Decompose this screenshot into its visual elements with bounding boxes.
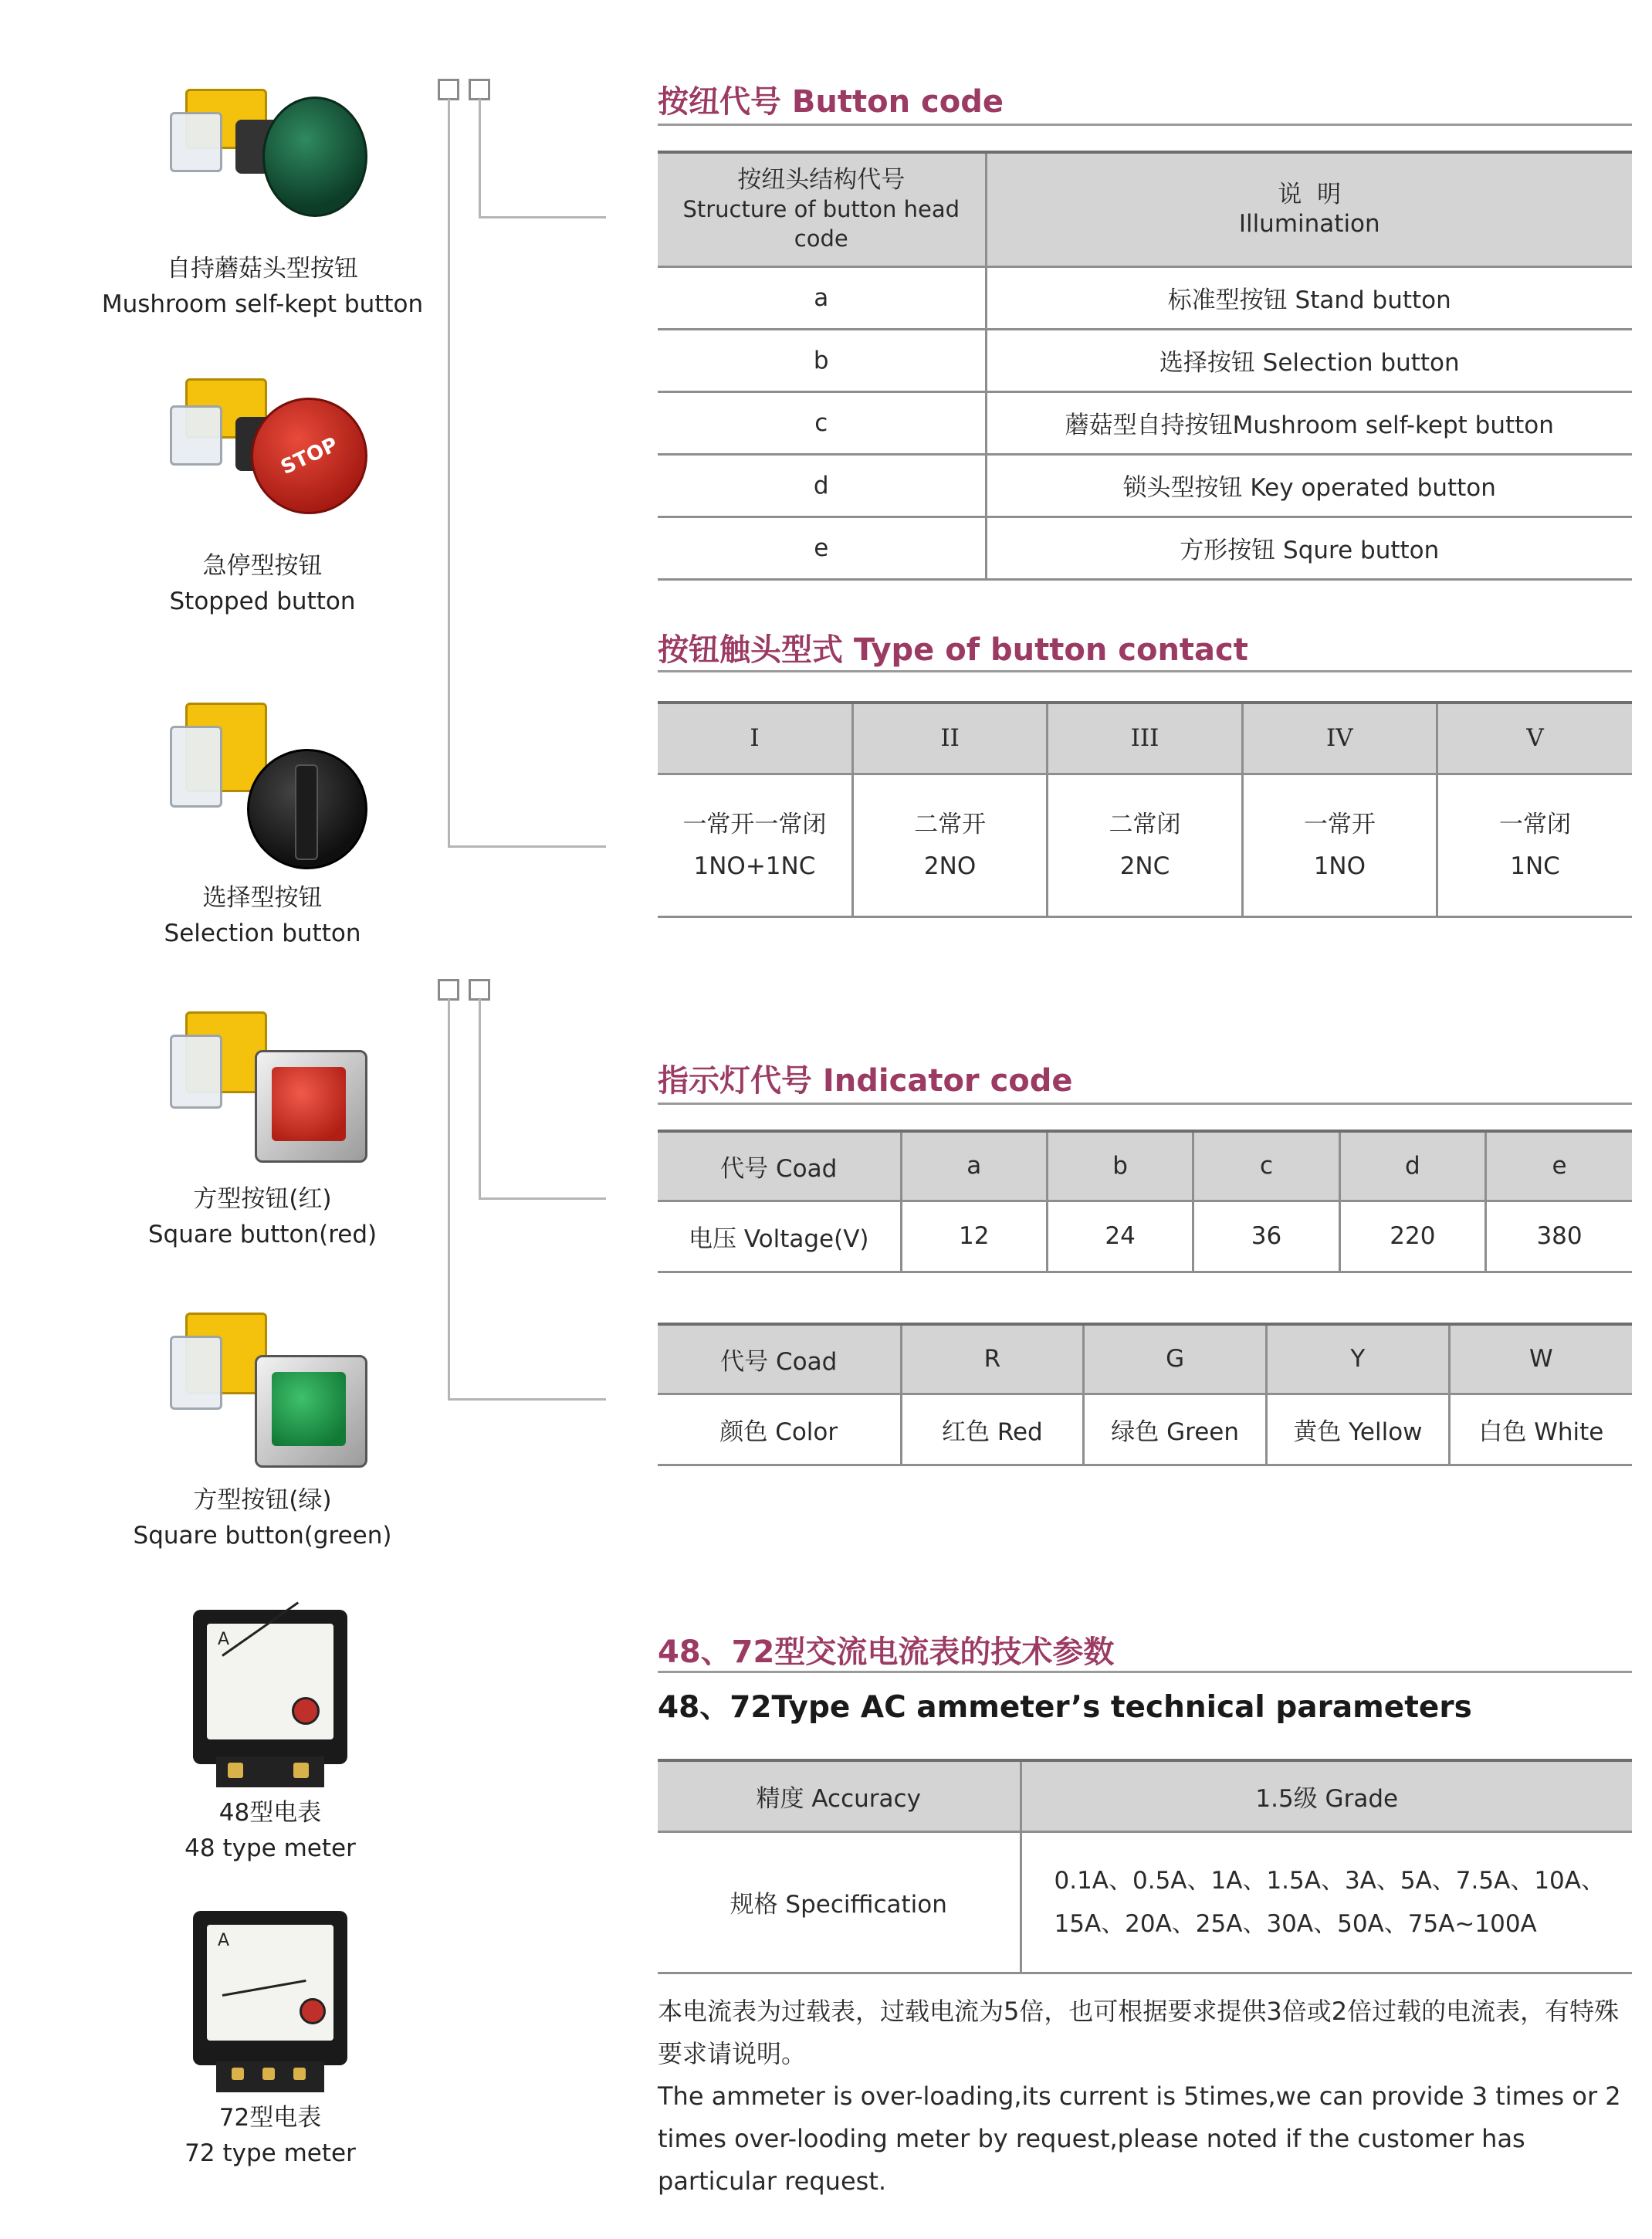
contact-type-title: 按钮触头型式 Type of button contact <box>658 632 1248 668</box>
product-caption-en: Square button(green) <box>133 1522 392 1550</box>
product-caption-cn: 方型按钮(红) <box>193 1185 332 1213</box>
table-row: e 方形按钮 Squre button <box>658 517 1632 579</box>
ammeter-title-en: 48、72Type AC ammeter’s technical parameters <box>658 1690 1472 1725</box>
table-row: 颜色 Color 红色 Red 绿色 Green 黄色 Yellow 白色 White <box>658 1394 1632 1465</box>
product-caption-en: Stopped button <box>169 588 356 615</box>
table-header-row <box>658 152 1632 266</box>
table-row: 电压 Voltage(V) 12 24 36 220 380 <box>658 1201 1632 1272</box>
table-header-row: I II III IV V <box>658 703 1632 774</box>
product-meter-72 <box>69 1911 471 2171</box>
indicator-voltage-table <box>658 1130 1632 1273</box>
contact-type-table <box>658 701 1632 918</box>
button-code-title: 按纽代号 Button code <box>658 84 1004 120</box>
product-caption-cn: 自持蘑菇头型按钮 <box>167 255 358 283</box>
divider <box>658 1103 1632 1105</box>
table-row: c 蘑菇型自持按钮Mushroom self-kept button <box>658 391 1632 454</box>
ammeter-72-photo <box>170 1911 371 2100</box>
table-row: d 锁头型按钮 Key operated button <box>658 454 1632 517</box>
header-cell: 按纽头结构代号 Structure of button head code <box>658 152 986 266</box>
dial-letter: A <box>218 1630 230 1649</box>
table-header-row: 代号 Coad a b c d e <box>658 1131 1632 1201</box>
indicator-color-table <box>658 1323 1632 1466</box>
product-caption-cn: 选择型按钮 <box>202 884 323 912</box>
divider <box>658 124 1632 126</box>
product-caption-en: 48 type meter <box>184 1834 356 1862</box>
emergency-stop-button-photo <box>162 363 363 548</box>
stop-label: STOP <box>276 432 342 479</box>
selector-switch-photo <box>162 687 363 880</box>
product-stop-button <box>62 363 463 619</box>
product-caption-cn: 方型按钮(绿) <box>193 1486 332 1514</box>
product-caption-en: Square button(red) <box>147 1221 377 1248</box>
product-caption-cn: 急停型按钮 <box>202 552 323 580</box>
product-caption-en: 72 type meter <box>184 2139 356 2167</box>
product-meter-48 <box>69 1610 471 1866</box>
product-caption-en: Selection button <box>164 920 361 947</box>
spec-line: 15A、20A、25A、30A、50A、75A~100A <box>1054 1909 1537 1938</box>
button-code-table <box>658 151 1632 581</box>
mushroom-button-photo <box>162 66 363 251</box>
table-header-row: 代号 Coad R G Y W <box>658 1324 1632 1394</box>
product-caption-cn: 48型电表 <box>218 1799 322 1827</box>
ammeter-title-cn: 48、72型交流电流表的技术参数 <box>658 1634 1115 1670</box>
product-selection-button <box>62 687 463 951</box>
header-cell: 说 明 Illumination <box>986 152 1632 266</box>
ammeter-spec-table <box>658 1759 1632 1974</box>
ammeter-note-en: The ammeter is over-loading,its current is 5times,we can provide 3 times or 2 times over-looding meter by request,please noted if the customer has particular request. <box>658 2081 1621 2196</box>
table-row: a 标准型按钮 Stand button <box>658 266 1632 329</box>
dial-letter: A <box>218 1931 230 1950</box>
product-square-green-button <box>62 1313 463 1553</box>
ammeter-note-cn: 本电流表为过载表，过载电流为5倍，也可根据要求提供3倍或2倍过载的电流表，有特殊要求请说明。 <box>658 1997 1620 2068</box>
ammeter-48-photo <box>170 1610 371 1795</box>
spec-line: 0.1A、0.5A、1A、1.5A、3A、5A、7.5A、10A、 <box>1054 1866 1605 1895</box>
indicator-code-title: 指示灯代号 Indicator code <box>658 1063 1073 1099</box>
table-row: b 选择按钮 Selection button <box>658 329 1632 391</box>
table-row: 规格 Speciffication 0.1A、0.5A、1A、1.5A、3A、5A、7.5A、10A、 15A、20A、25A、30A、50A、75A~100A <box>658 1831 1632 1973</box>
square-red-button-photo <box>162 1004 363 1181</box>
product-caption-en: Mushroom self-kept button <box>101 290 424 318</box>
divider <box>658 670 1632 672</box>
product-caption-cn: 72型电表 <box>218 2104 322 2132</box>
table-row: 一常开一常闭 1NO+1NC 二常开 2NO 二常闭 2NC 一常开 1NO 一常闭 1NC <box>658 774 1632 916</box>
divider <box>658 1671 1632 1673</box>
table-header-row: 精度 Accuracy 1.5级 Grade <box>658 1760 1632 1831</box>
product-mushroom-button <box>62 66 463 322</box>
product-square-red-button <box>62 1004 463 1252</box>
square-green-button-photo <box>162 1313 363 1482</box>
